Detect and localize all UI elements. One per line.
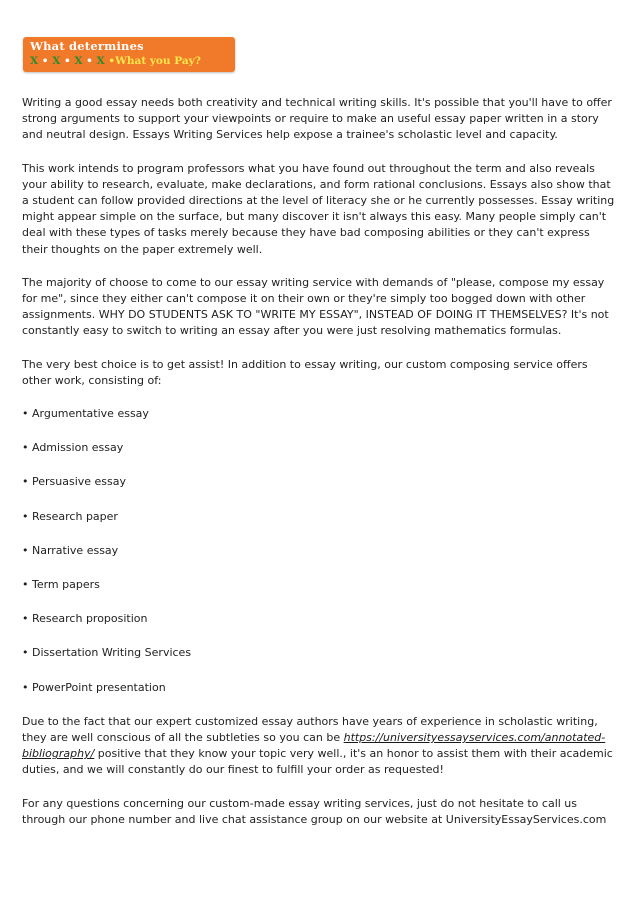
paragraph — [22, 714, 618, 779]
paragraph: The majority of choose to come to our essay writing service with demands of "please, compose my essay for me", since they either can't compose it on their own or they're simply too bogged down with other assignments. WHY DO STUDENTS ASK TO "WRITE MY ESSAY", INSTEAD OF DOING IT THEMSELVES? It's not constantly easy to switch to writing an essay after you were just resolving mathematics formulas. — [22, 275, 609, 338]
paragraph: Writing a good essay needs both creativity and technical writing skills. It's possible that you'll have to offer strong arguments to support your viewpoints or require to make an useful essay paper written in a story and neutral design. Essays Writing Services help expose a trainee's scholastic level and capacity. — [22, 96, 612, 142]
list-item: • Admission essay — [22, 441, 124, 455]
list-item: • Narrative essay — [22, 543, 119, 557]
banner-separator: • — [38, 55, 53, 67]
paragraph: The very best choice is to get assist! In addition to essay writing, our custom composing service offers other work, consisting of: — [22, 357, 588, 387]
list-item: • PowerPoint presentation — [22, 680, 166, 694]
list-item: • Persuasive essay — [22, 475, 127, 489]
banner-mark: X — [30, 55, 39, 67]
annotated-bibliography-link[interactable]: https://universityessayservices.com/annotated-bibliography/ — [22, 731, 606, 761]
header-banner — [23, 37, 235, 72]
banner-question: •What you Pay? — [104, 55, 201, 67]
banner-subtitle — [30, 54, 201, 68]
list-item: • Research paper — [22, 509, 118, 523]
list-item: • Argumentative essay — [22, 407, 149, 421]
paragraph-text: Due to the fact that our expert customized essay authors have years of experience in scholastic writing, they are well conscious of all the subtleties so you can be — [22, 714, 598, 745]
banner-title: What determines — [30, 39, 144, 53]
article-body — [22, 95, 618, 845]
banner-mark: X — [74, 55, 83, 67]
banner-mark: X — [96, 55, 105, 67]
banner-separator: • — [82, 55, 97, 67]
paragraph-text: positive that they know your topic very well., it's an honor to assist them with their academic duties, and we will constantly do our finest to fulfill your order as requested! — [22, 747, 613, 777]
paragraph: For any questions concerning our custom-made essay writing services, just do not hesitate to call us through our phone number and live chat assistance group on our website at UniversityEssayServices.com — [22, 796, 607, 826]
list-item: • Research proposition — [22, 612, 148, 626]
banner-mark: X — [52, 55, 61, 67]
paragraph: This work intends to program professors what you have found out throughout the term and also reveals your ability to research, evaluate, make declarations, and form rational conclusions. Essays also show that a student can follow provided directions at the level of literacy she or he currently possesses. Essay writing might appear simple on the surface, but many discover it isn't always this easy. Many people simply can't deal with these types of tasks merely because they have bad composing abilities or they can't express their thoughts on the paper extremely well. — [22, 161, 615, 256]
list-item: • Term papers — [22, 578, 100, 592]
list-item: • Dissertation Writing Services — [22, 646, 192, 660]
banner-separator: • — [60, 55, 75, 67]
